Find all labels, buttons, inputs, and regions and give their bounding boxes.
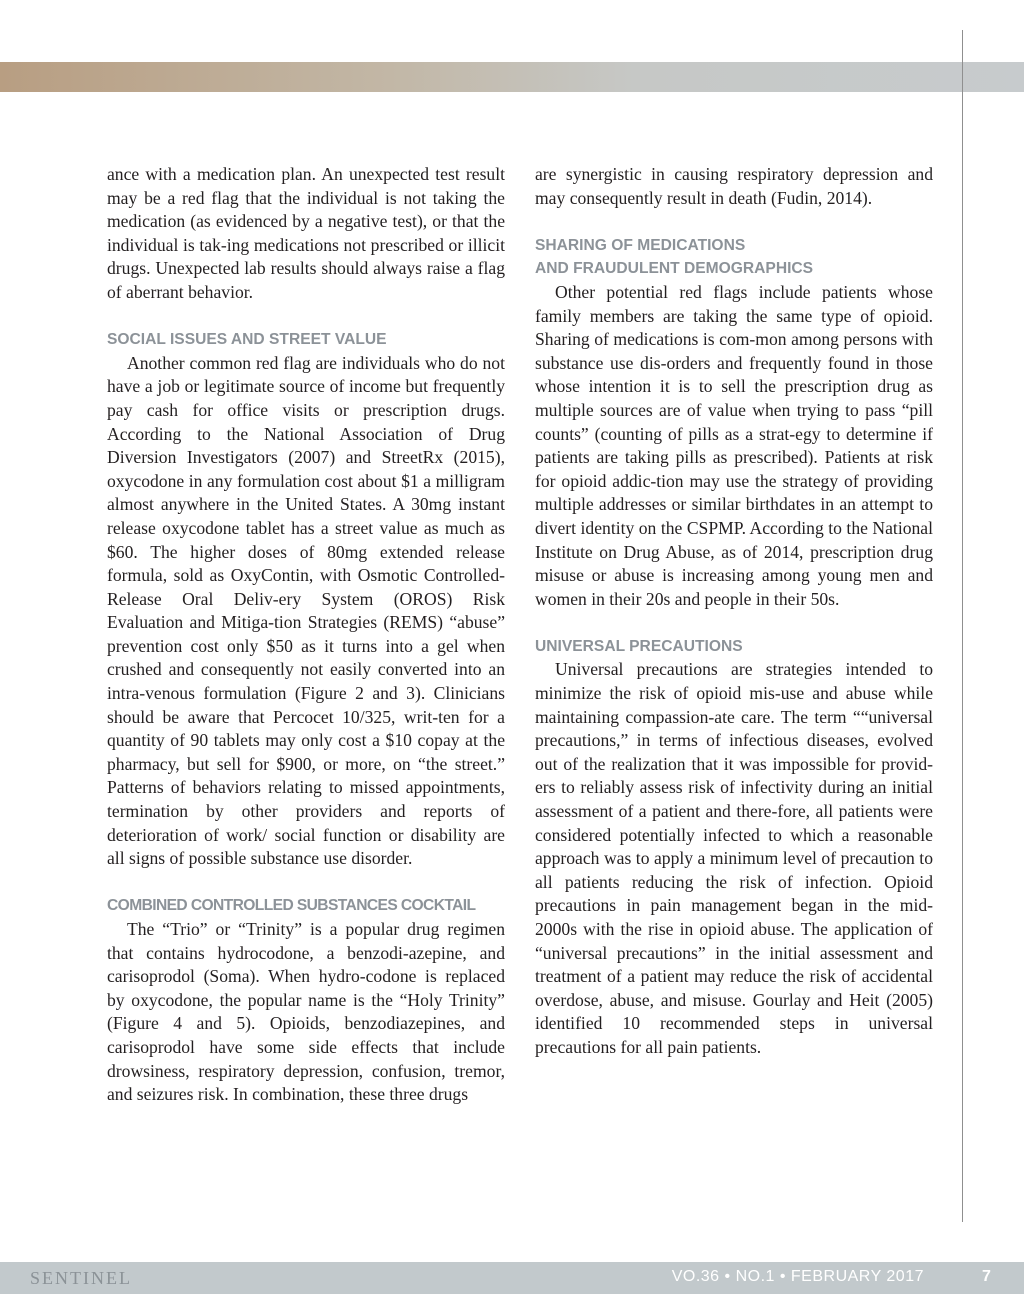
combined-substances-paragraph: The “Trio” or “Trinity” is a popular drug regimen that contains hydrocodone, a benzodi-azepine, and carisoprodol (Soma). When hydro-codone is replaced by oxycodone, the popular name is the “Holy Trinity” (Figure 4 and 5). Opioids, benzodiazepines, and carisoprodol have some side effects that include drowsiness, respiratory depression, confusion, tremor, and seizures risk. In combination, these three drugs: [107, 919, 505, 1105]
page-footer: [0, 1262, 1024, 1294]
heading-line-2: AND FRAUDULENT DEMOGRAPHICS: [535, 260, 814, 278]
social-issues-paragraph: Another common red flag are individuals who do not have a job or legitimate source of income but frequently pay cash for office visits or prescription drugs. According to the National Association of Drug Diversion Investigators (2007) and StreetRx (2015), oxycodone in any formulation cost about $1 a milligram almost anywhere in the United States. A 30mg instant release oxycodone tablet has a street value as much as $60. The higher doses of 80mg extended release formula, sold as OxyContin, with Osmotic Controlled- Release Oral Deliv-ery System (OROS) Risk Evaluation and Mitiga-tion Strategies (REMS) “abuse” prevention cost only $50 as it turns into a gel when crushed and consequently not easily converted into an intra-venous formulation (Figure 2 and 3). Clinicians should be aware that Percocet 10/325, writ-ten for a quantity of 90 tablets may only cost a $10 copay at the pharmacy, but sell for $900, or more, on “the street.” Patterns of behaviors relating to missed appointments, termination by other providers and reports of deterioration of work/ social function or disability are all signs of possible substance use disorder.: [107, 352, 505, 869]
margin-rule: [962, 30, 963, 1222]
page-number: 7: [982, 1268, 991, 1285]
intro-paragraph: ance with a medication plan. An unexpected test result may be a red flag that the individual is not taking the medication (as evidenced by a negative test), or that the individual is tak-ing medications not prescribed or illicit drugs. Unexpected lab results should always raise a flag of aberrant behavior.: [107, 164, 505, 302]
issue-info: VO.36 • NO.1 • FEBRUARY 2017: [671, 1268, 924, 1285]
header-color-band: [0, 62, 1024, 92]
right-column: [535, 163, 933, 1060]
heading-line-1: SHARING OF MEDICATIONS: [535, 236, 746, 254]
left-column: [107, 163, 505, 1107]
universal-precautions-paragraph: Universal precautions are strategies intended to minimize the risk of opioid mis-use and abuse while maintaining compassion-ate care. The term ““universal precautions,” in terms of infectious diseases, evolved out of the realization that it was impossible for provid-ers to reliably assess risk of infectivity during an initial assessment of a patient and there-fore, all patients were considered potentially infected to which a reasonable approach was to apply a minimum level of precaution to all patients reducing the risk of infection. Opioid precautions in pain management began in the mid-2000s with the rise in opioid abuse. The application of “universal precautions” in the initial assessment and treatment of a patient may reduce the risk of accidental overdose, abuse, and misuse. Gourlay and Heit (2005) identified 10 recommended steps in universal precautions for all pain patients.: [535, 659, 933, 1057]
sharing-medications-paragraph: Other potential red flags include patients whose family members are taking the same type of opioid. Sharing of medications is com-mon among persons with substance use dis-orders and frequently found in those whose intention it is to sell the prescription drug as multiple sources are of value when trying to pass “pill counts” (counting of pills as a strat-egy to determine if patients are taking pills as prescribed). Patients at risk for opioid addic-tion may use the strategy of providing multiple addresses or similar birthdates in an attempt to divert identity on the CSPMP. According to the National Institute on Drug Abuse, as of 2014, prescription drug misuse or abuse is increasing among young men and women in their 20s and people in their 50s.: [535, 281, 933, 609]
section-heading-combined-substances: COMBINED CONTROLLED SUBSTANCES COCKTAIL: [107, 897, 476, 915]
publication-name: SENTINEL: [30, 1268, 132, 1288]
section-heading-social-issues: SOCIAL ISSUES AND STREET VALUE: [107, 331, 387, 349]
section-heading-universal-precautions: UNIVERSAL PRECAUTIONS: [535, 637, 743, 655]
continuation-paragraph: are synergistic in causing respiratory depression and may consequently result in death (Fudin, 2014).: [535, 164, 933, 208]
section-heading-sharing-medications: [535, 234, 933, 281]
